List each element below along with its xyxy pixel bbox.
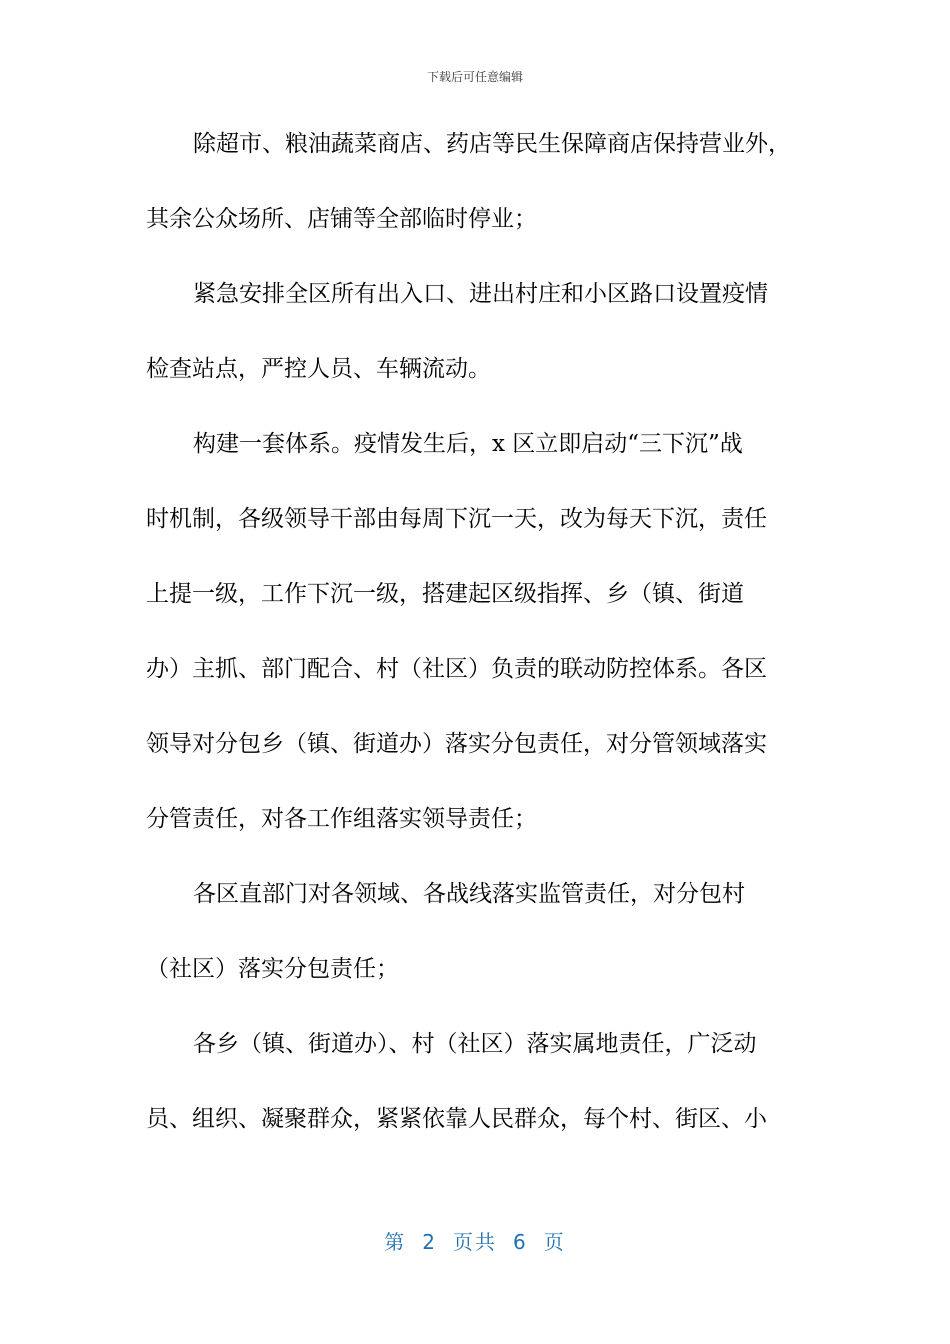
footer-total-pages: 6	[513, 1230, 528, 1254]
body-line: 领导对分包乡（镇、街道办）落实分包责任，对分管领域落实	[146, 731, 767, 757]
body-line: 时机制，各级领导干部由每周下沉一天，改为每天下沉，责任	[146, 506, 767, 532]
body-line: 构建一套体系。疫情发生后，x 区立即启动“三下沉”战	[193, 431, 743, 457]
header-note: 下载后可任意编辑	[426, 70, 523, 84]
body-line: 各区直部门对各领域、各战线落实监管责任，对分包村	[193, 881, 745, 907]
body-line: 员、组织、凝聚群众，紧紧依靠人民群众，每个村、街区、小	[146, 1106, 767, 1132]
page-footer	[0, 1226, 950, 1255]
body-line: 紧急安排全区所有出入口、进出村庄和小区路口设置疫情	[193, 281, 768, 307]
body-line: 除超市、粮油蔬菜商店、药店等民生保障商店保持营业外，	[193, 131, 791, 157]
footer-middle: 页共	[453, 1230, 497, 1254]
footer-suffix: 页	[543, 1230, 566, 1254]
body-line: （社区）落实分包责任；	[146, 956, 399, 982]
footer-current-page: 2	[422, 1230, 437, 1254]
body-line: 其余公众场所、店铺等全部临时停业；	[146, 206, 537, 232]
body-line: 办）主抓、部门配合、村（社区）负责的联动防控体系。各区	[146, 656, 767, 682]
body-line: 各乡（镇、街道办）、村（社区）落实属地责任，广泛动	[193, 1031, 757, 1057]
body-line: 检查站点，严控人员、车辆流动。	[146, 356, 491, 382]
body-line: 分管责任，对各工作组落实领导责任；	[146, 806, 537, 832]
footer-prefix: 第	[384, 1230, 407, 1254]
body-line: 上提一级，工作下沉一级，搭建起区级指挥、乡（镇、街道	[146, 581, 744, 607]
